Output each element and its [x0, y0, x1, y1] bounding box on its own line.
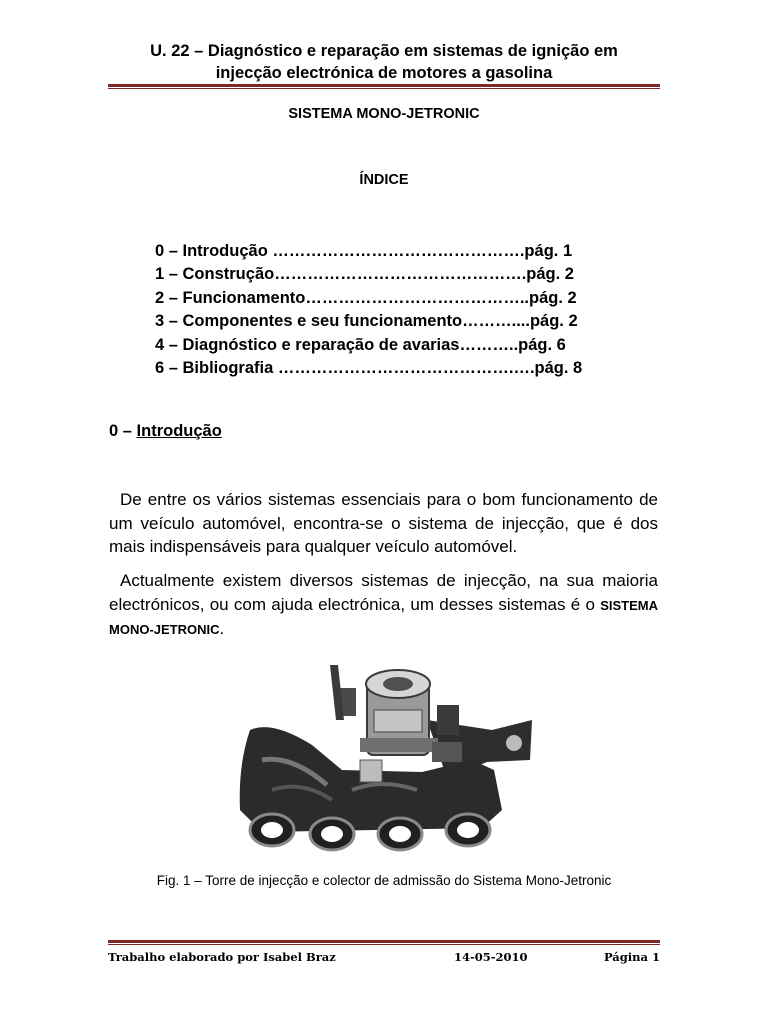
section-number: 0 – — [109, 422, 137, 440]
toc-entry-construcao: 1 – Construção……………………………………….pág. 2 — [155, 265, 574, 284]
footer-rule — [108, 940, 660, 945]
page-footer — [108, 950, 660, 970]
table-of-contents — [155, 240, 625, 380]
footer-date: 14-05-2010 — [454, 950, 528, 964]
toc-entry-introducao: 0 – Introdução ……………………………………….pág. 1 — [155, 242, 573, 260]
section-title: Introdução — [136, 422, 222, 440]
footer-author: Trabalho elaborado por Isabel Braz — [108, 950, 336, 964]
system-title: SISTEMA MONO-JETRONIC — [288, 106, 480, 122]
toc-entry-bibliografia: 6 – Bibliografia …………………………………….….pág. 8 — [155, 359, 583, 378]
toc-entry-componentes: 3 – Componentes e seu funcionamento………....pág. 2 — [155, 312, 578, 331]
paragraph-2-text: Actualmente existem diversos sistemas de injecção, na sua maioria electrónicos, ou com ajuda electrónica, um desses sistemas é o — [109, 571, 658, 614]
toc-entry-funcionamento: 2 – Funcionamento…………………………………..pág. 2 — [155, 288, 577, 307]
section-heading-introducao — [109, 422, 222, 441]
paragraph-2-emphasis: SISTEMA MONO-JETRONIC — [109, 597, 658, 637]
index-title: ÍNDICE — [359, 172, 409, 188]
toc-entry-diagnostico: 4 – Diagnóstico e reparação de avarias………..pág. 6 — [155, 335, 566, 354]
document-header-title — [40, 40, 728, 84]
paragraph-2 — [109, 569, 658, 642]
header-title-line-1: U. 22 – Diagnóstico e reparação em sistemas de ignição em — [150, 42, 618, 60]
intake-manifold-photo — [232, 660, 534, 860]
header-title-line-2: injecção electrónica de motores a gasolina — [215, 64, 553, 82]
footer-page-number: Página 1 — [603, 950, 660, 964]
paragraph-1: De entre os vários sistemas essenciais para o bom funcionamento de um veículo automóvel, encontra-se o sistema de injecção, que é dos mais indispensáveis para qualquer veículo automóvel. — [109, 490, 658, 556]
figure-caption: Fig. 1 – Torre de injecção e colector de admissão do Sistema Mono-Jetronic — [156, 873, 612, 888]
header-rule — [108, 84, 660, 89]
paragraph-2-end: . — [219, 619, 225, 638]
